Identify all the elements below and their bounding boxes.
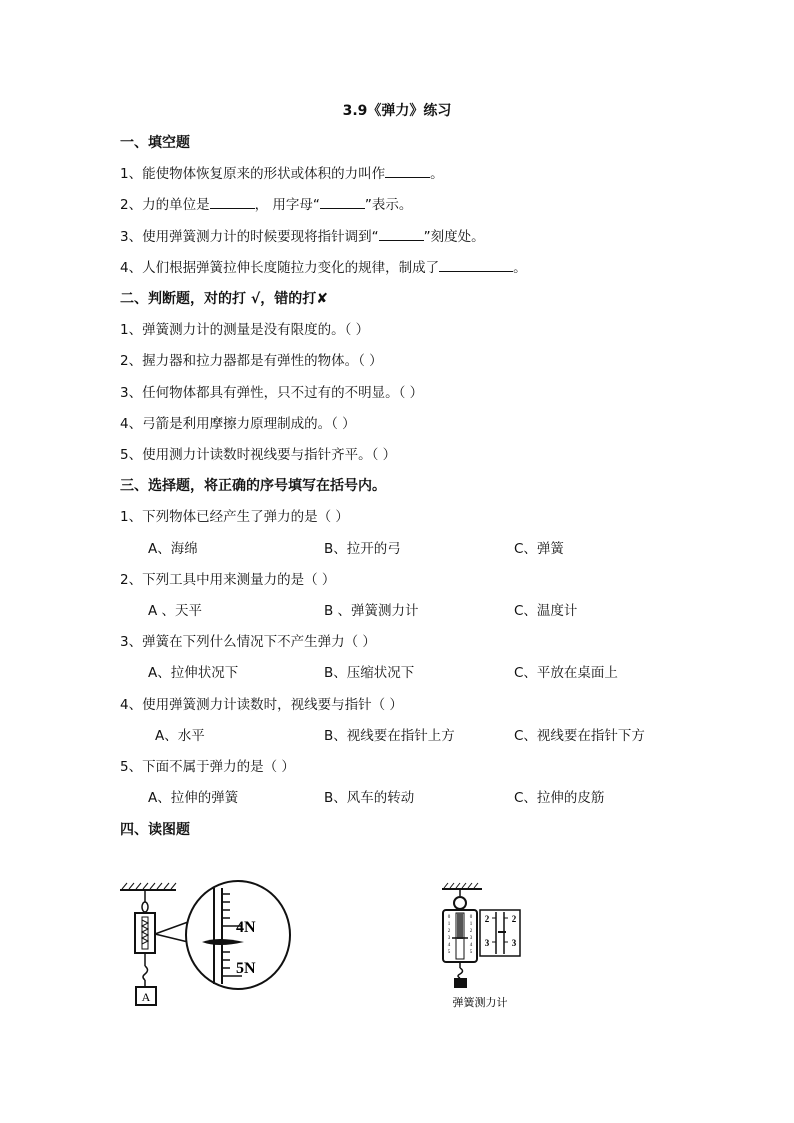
svg-text:2: 2 [447, 929, 451, 934]
svg-text:5: 5 [469, 950, 473, 955]
choice-option-b[interactable]: B、风车的转动 [324, 790, 415, 806]
svg-text:3: 3 [469, 936, 473, 941]
choice-option-a[interactable]: A 、天平 [148, 603, 203, 619]
zoom-label-bottom: 3 [511, 938, 517, 948]
answer-blank[interactable] [210, 196, 255, 209]
question-text: 2、力的单位是 [120, 197, 210, 213]
question-text: 1、能使物体恢复原来的形状或体积的力叫作 [120, 166, 386, 182]
svg-text:4: 4 [447, 943, 451, 948]
weight-block [454, 978, 467, 988]
choice-option-c[interactable]: C、视线要在指针下方 [514, 728, 645, 744]
choice-question-1-stem: 1、下列物体已经产生了弹力的是（ ） [120, 509, 349, 525]
ceiling-hatch [122, 883, 176, 889]
judge-question-2: 2、握力器和拉力器都是有弹性的物体。（ ） [120, 353, 383, 369]
answer-blank[interactable] [379, 228, 424, 241]
svg-text:3: 3 [447, 936, 451, 941]
spring-scale-figure-1 [118, 880, 308, 1010]
question-text: 3、使用弹簧测力计的时候要现将指针调到“ [120, 229, 379, 245]
fill-question-3 [120, 228, 485, 246]
judge-question-4: 4、弓箭是利用摩擦力原理制成的。（ ） [120, 416, 356, 432]
svg-text:2: 2 [469, 929, 473, 934]
figure-caption: 弹簧测力计 [452, 997, 508, 1009]
lower-hook [458, 968, 463, 978]
choice-option-c[interactable]: C、平放在桌面上 [514, 665, 618, 681]
lower-hook [143, 966, 148, 980]
question-text: 。 [513, 260, 527, 276]
svg-text:4: 4 [469, 943, 473, 948]
choice-question-5-stem: 5、下面不属于弹力的是（ ） [120, 759, 295, 775]
spring-scale-figure-2 [430, 880, 530, 1015]
section-heading-choice: 三、选择题，将正确的序号填写在括号内。 [120, 478, 386, 494]
svg-text:0: 0 [469, 915, 473, 920]
question-text: ， 用字母“ [254, 197, 320, 213]
spring-fill [457, 913, 463, 939]
ceiling-hatch [444, 883, 478, 888]
choice-option-b[interactable]: B、视线要在指针上方 [324, 728, 455, 744]
choice-option-c[interactable]: C、温度计 [514, 603, 578, 619]
answer-blank[interactable] [385, 165, 430, 178]
choice-option-b[interactable]: B、拉开的弓 [324, 541, 401, 557]
question-text: 。 [430, 166, 444, 182]
choice-option-b[interactable]: B、压缩状况下 [324, 665, 415, 681]
choice-option-b[interactable]: B 、弹簧测力计 [324, 603, 419, 619]
choice-question-3-stem: 3、弹簧在下列什么情况下不产生弹力（ ） [120, 634, 376, 650]
choice-question-4-stem: 4、使用弹簧测力计读数时，视线要与指针（ ） [120, 697, 403, 713]
judge-question-1: 1、弹簧测力计的测量是没有限度的。（ ） [120, 322, 370, 338]
choice-option-a[interactable]: A、海绵 [148, 541, 198, 557]
hook-ring [454, 897, 466, 909]
choice-option-a[interactable]: A、水平 [155, 728, 205, 744]
choice-question-2-stem: 2、下列工具中用来测量力的是（ ） [120, 572, 336, 588]
choice-option-a[interactable]: A、拉伸状况下 [148, 665, 239, 681]
svg-text:5: 5 [447, 950, 451, 955]
page-title: 3.9《弹力》练习 [342, 103, 452, 119]
answer-blank[interactable] [439, 259, 513, 272]
zoom-label-bottom: 3 [484, 938, 490, 948]
section-heading-fill-blank: 一、填空题 [120, 135, 190, 151]
svg-text:0: 0 [447, 915, 451, 920]
scale-label-upper: 4N [236, 919, 256, 936]
block-label: A [141, 990, 151, 1004]
question-text: 4、人们根据弹簧拉伸长度随拉力变化的规律，制成了 [120, 260, 440, 276]
section-heading-read-figure: 四、读图题 [120, 822, 190, 838]
fill-question-2 [120, 196, 412, 214]
section-heading-true-false: 二、判断题，对的打 √，错的打✘ [120, 291, 328, 307]
scale-label-lower: 5N [236, 960, 256, 977]
svg-text:1: 1 [447, 922, 451, 927]
question-text: ”表示。 [364, 197, 413, 213]
zoom-label-top: 2 [484, 914, 490, 924]
choice-option-a[interactable]: A、拉伸的弹簧 [148, 790, 239, 806]
hook-ring [142, 902, 148, 912]
svg-text:1: 1 [469, 922, 473, 927]
judge-question-3: 3、任何物体都具有弹性，只不过有的不明显。（ ） [120, 385, 424, 401]
judge-question-5: 5、使用测力计读数时视线要与指针齐平。（ ） [120, 447, 397, 463]
choice-option-c[interactable]: C、拉伸的皮筋 [514, 790, 605, 806]
answer-blank[interactable] [320, 196, 365, 209]
fill-question-4 [120, 259, 527, 277]
choice-option-c[interactable]: C、弹簧 [514, 541, 564, 557]
question-text: ”刻度处。 [423, 229, 485, 245]
zoom-label-top: 2 [511, 914, 517, 924]
fill-question-1 [120, 165, 444, 183]
